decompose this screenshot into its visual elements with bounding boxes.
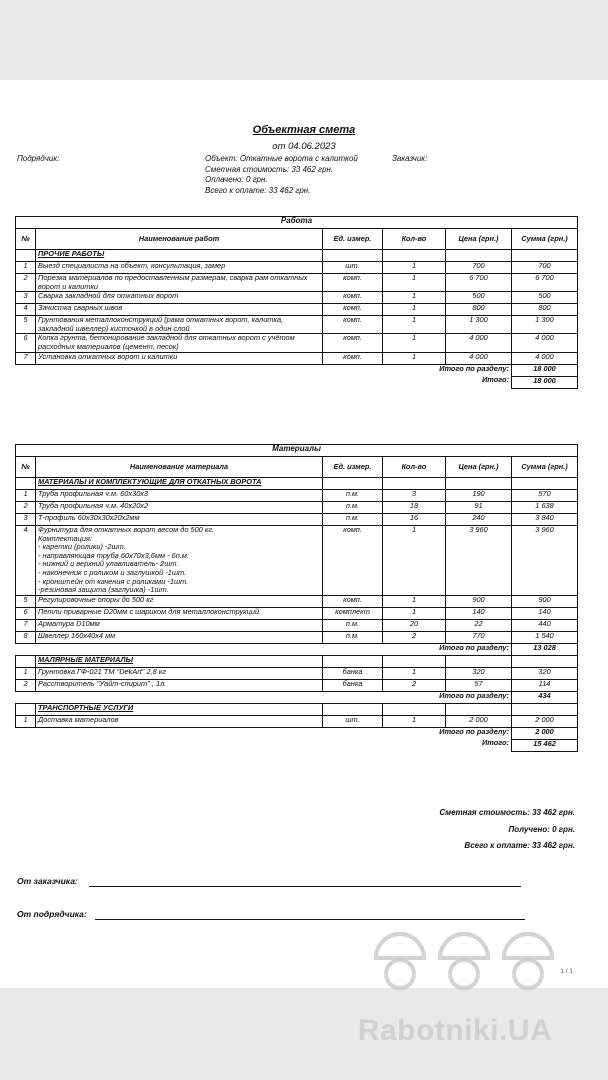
total-value: 18 000 — [512, 376, 578, 388]
section-row — [16, 655, 578, 667]
cell-unit: комплект — [323, 607, 383, 619]
cell-empty — [323, 250, 383, 262]
cell-number: 2 — [16, 274, 36, 292]
cell-unit: п.м. — [323, 619, 383, 631]
cell-qty: 1 — [383, 595, 446, 607]
subtotal-row — [16, 727, 578, 739]
cell-unit: п.м. — [323, 502, 383, 514]
cell-price: 2 000 — [446, 715, 512, 727]
cell-qty: 1 — [383, 262, 446, 274]
cell-sum: 2 000 — [512, 715, 578, 727]
table-row — [16, 352, 578, 364]
header-number: № — [16, 457, 36, 478]
document-title: Объектная смета — [252, 124, 356, 136]
cell-unit: комп. — [323, 595, 383, 607]
table-caption-row — [16, 445, 578, 457]
customer-signature-label: От заказчика: — [17, 876, 78, 886]
section-title: ТРАНСПОРТНЫЕ УСЛУГИ — [36, 703, 323, 715]
table-row — [16, 292, 578, 304]
cell-sum: 1 300 — [512, 316, 578, 334]
cell-number: 1 — [16, 667, 36, 679]
header-sum: Сумма (грн.) — [512, 229, 578, 250]
section-title: ПРОЧИЕ РАБОТЫ — [36, 250, 323, 262]
total-row — [16, 376, 578, 388]
total-value: 434 — [512, 691, 578, 703]
cell-sum: 3 960 — [512, 526, 578, 596]
section-row — [16, 703, 578, 715]
cell-sum: 140 — [512, 607, 578, 619]
estimated-cost: Сметная стоимость: 33 462 грн. — [205, 164, 334, 174]
cell-number: 3 — [16, 292, 36, 304]
object-info — [205, 154, 358, 196]
cell-price: 190 — [446, 490, 512, 502]
contractor-signature-label: От подрядчика: — [17, 909, 87, 919]
cell-name: Труба профильная ч.м. 40х20х2 — [36, 502, 323, 514]
cell-name: Петли приварные D20мм с шариком для металлоконструкций — [36, 607, 323, 619]
total-label: Итого по разделу: — [439, 364, 509, 373]
cell-name: Порезка материалов по предоставленным размерам, сварка рам откатных ворот и калитки — [36, 274, 323, 292]
cell-qty: 1 — [383, 274, 446, 292]
cell-qty: 16 — [383, 514, 446, 526]
cell-name: Фурнитура для откатных ворот весом до 500 кг. Комплектация: - каретки (ролики) -2шт. - направляющая труба 60х70х3,6мм - 6п.м. - нижний и верхний улавливатель- 2шт. - наконечник с роликом и заглушкой -1шт. - кронштейн от качения с роликами -1шт. -резиновая защита (заглушка) -1шт. — [36, 526, 323, 596]
cell-qty: 1 — [383, 352, 446, 364]
cell-unit: шт. — [323, 262, 383, 274]
cell-sum: 1 540 — [512, 631, 578, 643]
subtotal-row — [16, 691, 578, 703]
cell-number: 7 — [16, 352, 36, 364]
cell-price: 770 — [446, 631, 512, 643]
cell-empty — [512, 250, 578, 262]
cell-empty — [323, 655, 383, 667]
table-row — [16, 316, 578, 334]
cell-qty: 18 — [383, 502, 446, 514]
cell-sum: 500 — [512, 292, 578, 304]
cell-price: 6 700 — [446, 274, 512, 292]
table-row — [16, 490, 578, 502]
cell-empty — [446, 655, 512, 667]
cell-name: Расстворитель "Уайт-спирит" , 1л. — [36, 679, 323, 691]
table-row — [16, 514, 578, 526]
total-row — [16, 739, 578, 751]
header-unit: Ед. измер. — [323, 229, 383, 250]
cell-sum: 114 — [512, 679, 578, 691]
cell-number: 1 — [16, 715, 36, 727]
total-value: 15 462 — [512, 739, 578, 751]
cell-name: Копка грунта, бетонирование закладной для откатных ворот с учётом расходных материалов (цемент, песок) — [36, 334, 323, 352]
cell-unit: п.м. — [323, 631, 383, 643]
watermark-text: Rabotniki.UA — [357, 1014, 553, 1047]
cell-empty — [446, 250, 512, 262]
summary-received: Получено: 0 грн. — [508, 825, 575, 834]
cell-qty: 1 — [383, 304, 446, 316]
total-label: Итого по разделу: — [439, 727, 509, 736]
section-row — [16, 250, 578, 262]
cell-number: 6 — [16, 607, 36, 619]
cell-sum: 900 — [512, 595, 578, 607]
cell-number: 7 — [16, 619, 36, 631]
cell-number: 1 — [16, 262, 36, 274]
cell-empty — [323, 703, 383, 715]
cell-sum: 700 — [512, 262, 578, 274]
table-caption: Работа — [16, 217, 578, 229]
summary-estimated: Сметная стоимость: 33 462 грн. — [439, 808, 575, 817]
object-name: Объект: Откатные ворота с калиткой — [205, 154, 358, 163]
cell-empty — [383, 250, 446, 262]
total-value: 2 000 — [512, 727, 578, 739]
cell-name: Грунтования металлоконструкций (рама откатных ворот, калитка, закладной швеллер) кисточкой в один слой — [36, 316, 323, 334]
cell-price: 800 — [446, 304, 512, 316]
summary-due: Всего к оплате: 33 462 грн. — [464, 841, 575, 850]
cell-empty — [383, 655, 446, 667]
cell-name: Т-профиль 60х30х30х20х2мм — [36, 514, 323, 526]
cell-number: 6 — [16, 334, 36, 352]
subtotal-row — [16, 643, 578, 655]
cell-sum: 570 — [512, 490, 578, 502]
total-label: Итого по разделу: — [439, 691, 509, 700]
cell-number: 3 — [16, 514, 36, 526]
cell-qty: 2 — [383, 631, 446, 643]
cell-name: Труба профильная ч.м. 60х30х3 — [36, 490, 323, 502]
cell-unit: комп. — [323, 526, 383, 596]
watermark-workers-icon — [368, 922, 568, 1000]
paid-amount: Оплачено: 0 грн. — [205, 175, 268, 185]
table-caption-row — [16, 217, 578, 229]
table-row — [16, 526, 578, 596]
total-label: Итого: — [481, 739, 509, 748]
document-page — [0, 80, 608, 988]
cell-empty — [446, 478, 512, 490]
header-qty: Кол-во — [383, 229, 446, 250]
cell-empty — [323, 478, 383, 490]
header-price: Цена (грн.) — [446, 229, 512, 250]
cell-price: 320 — [446, 667, 512, 679]
cell-number-empty — [16, 478, 36, 490]
cell-sum: 4 000 — [512, 352, 578, 364]
cell-number: 1 — [16, 490, 36, 502]
cell-sum: 440 — [512, 619, 578, 631]
cell-unit: комп. — [323, 292, 383, 304]
header-number: № — [16, 229, 36, 250]
cell-name: Зачистка сварных швов — [36, 304, 323, 316]
table-row — [16, 679, 578, 691]
page-number: 1 / 1 — [560, 968, 573, 975]
header-name: Наименование материала — [36, 457, 323, 478]
cell-qty: 1 — [383, 526, 446, 596]
table-row — [16, 274, 578, 292]
cell-number: 2 — [16, 502, 36, 514]
cell-empty — [512, 478, 578, 490]
cell-price: 700 — [446, 262, 512, 274]
total-label: Итого: — [481, 376, 509, 385]
cell-price: 4 000 — [446, 334, 512, 352]
cell-price: 240 — [446, 514, 512, 526]
cell-qty: 2 — [383, 679, 446, 691]
cell-unit: комп. — [323, 304, 383, 316]
subtotal-row — [16, 364, 578, 376]
cell-name: Грунтовка ГФ-021 ТМ "DekArt" 2,8 кг — [36, 667, 323, 679]
cell-number: 4 — [16, 304, 36, 316]
cell-name: Выезд специалиста на объект, консультация, замер — [36, 262, 323, 274]
customer-signature-line — [89, 886, 521, 887]
table-header-row — [16, 457, 578, 478]
cell-number: 8 — [16, 631, 36, 643]
contractor-signature-line — [95, 919, 525, 920]
works-table — [15, 216, 578, 389]
cell-price: 500 — [446, 292, 512, 304]
cell-name: Арматура D10мм — [36, 619, 323, 631]
materials-table — [15, 444, 578, 752]
table-row — [16, 262, 578, 274]
table-caption: Материалы — [16, 445, 578, 457]
cell-unit: банка — [323, 679, 383, 691]
table-row — [16, 502, 578, 514]
cell-unit: комп. — [323, 334, 383, 352]
contractor-label: Подрядчик: — [17, 154, 60, 163]
cell-empty — [383, 478, 446, 490]
cell-sum: 3 840 — [512, 514, 578, 526]
cell-name: Регулировочные опоры до 500 кг — [36, 595, 323, 607]
section-row — [16, 478, 578, 490]
header-price: Цена (грн.) — [446, 457, 512, 478]
cell-number: 5 — [16, 316, 36, 334]
cell-empty — [383, 703, 446, 715]
table-row — [16, 334, 578, 352]
total-value: 18 000 — [512, 364, 578, 376]
cell-unit: комп. — [323, 316, 383, 334]
header-name: Наименование работ — [36, 229, 323, 250]
cell-qty: 1 — [383, 667, 446, 679]
cell-price: 3 960 — [446, 526, 512, 596]
cell-number-empty — [16, 250, 36, 262]
document-date: от 04.06.2023 — [272, 141, 336, 152]
header-sum: Сумма (грн.) — [512, 457, 578, 478]
header-qty: Кол-во — [383, 457, 446, 478]
cell-sum: 1 638 — [512, 502, 578, 514]
cell-empty — [512, 655, 578, 667]
cell-sum: 4 000 — [512, 334, 578, 352]
section-title: МАЛЯРНЫЕ МАТЕРИАЛЫ — [36, 655, 323, 667]
cell-unit: комп. — [323, 352, 383, 364]
table-row — [16, 607, 578, 619]
cell-price: 1 300 — [446, 316, 512, 334]
cell-number: 2 — [16, 679, 36, 691]
table-row — [16, 619, 578, 631]
cell-name: Установка откатных ворот и калитки — [36, 352, 323, 364]
cell-empty — [512, 703, 578, 715]
total-value: 13 028 — [512, 643, 578, 655]
cell-name: Сварка закладной для откатных ворот — [36, 292, 323, 304]
total-label: Итого по разделу: — [439, 643, 509, 652]
section-title: МАТЕРИАЛЫ И КОМПЛЕКТУЮЩИЕ ДЛЯ ОТКАТНЫХ ВОРОТА — [36, 478, 323, 490]
cell-price: 900 — [446, 595, 512, 607]
cell-name: Швеллер 160х40х4 мм — [36, 631, 323, 643]
table-row — [16, 715, 578, 727]
cell-sum: 800 — [512, 304, 578, 316]
table-row — [16, 667, 578, 679]
total-due: Всего к оплате: 33 462 грн. — [205, 185, 311, 195]
cell-qty: 1 — [383, 715, 446, 727]
cell-qty: 1 — [383, 334, 446, 352]
cell-sum: 320 — [512, 667, 578, 679]
table-header-row — [16, 229, 578, 250]
cell-price: 57 — [446, 679, 512, 691]
customer-label: Заказчик: — [392, 154, 428, 163]
cell-number: 4 — [16, 526, 36, 596]
cell-empty — [446, 703, 512, 715]
header-unit: Ед. измер. — [323, 457, 383, 478]
cell-qty: 1 — [383, 607, 446, 619]
cell-number: 5 — [16, 595, 36, 607]
cell-sum: 6 700 — [512, 274, 578, 292]
cell-number-empty — [16, 655, 36, 667]
cell-unit: банка — [323, 667, 383, 679]
cell-price: 22 — [446, 619, 512, 631]
cell-qty: 1 — [383, 316, 446, 334]
cell-price: 140 — [446, 607, 512, 619]
cell-number-empty — [16, 703, 36, 715]
cell-price: 91 — [446, 502, 512, 514]
table-row — [16, 595, 578, 607]
cell-unit: комп. — [323, 274, 383, 292]
cell-unit: шт. — [323, 715, 383, 727]
cell-qty: 3 — [383, 490, 446, 502]
table-row — [16, 304, 578, 316]
cell-qty: 1 — [383, 292, 446, 304]
cell-unit: п.м. — [323, 490, 383, 502]
cell-qty: 20 — [383, 619, 446, 631]
cell-name: Доставка материалов — [36, 715, 323, 727]
table-row — [16, 631, 578, 643]
cell-price: 4 000 — [446, 352, 512, 364]
cell-unit: п.м. — [323, 514, 383, 526]
